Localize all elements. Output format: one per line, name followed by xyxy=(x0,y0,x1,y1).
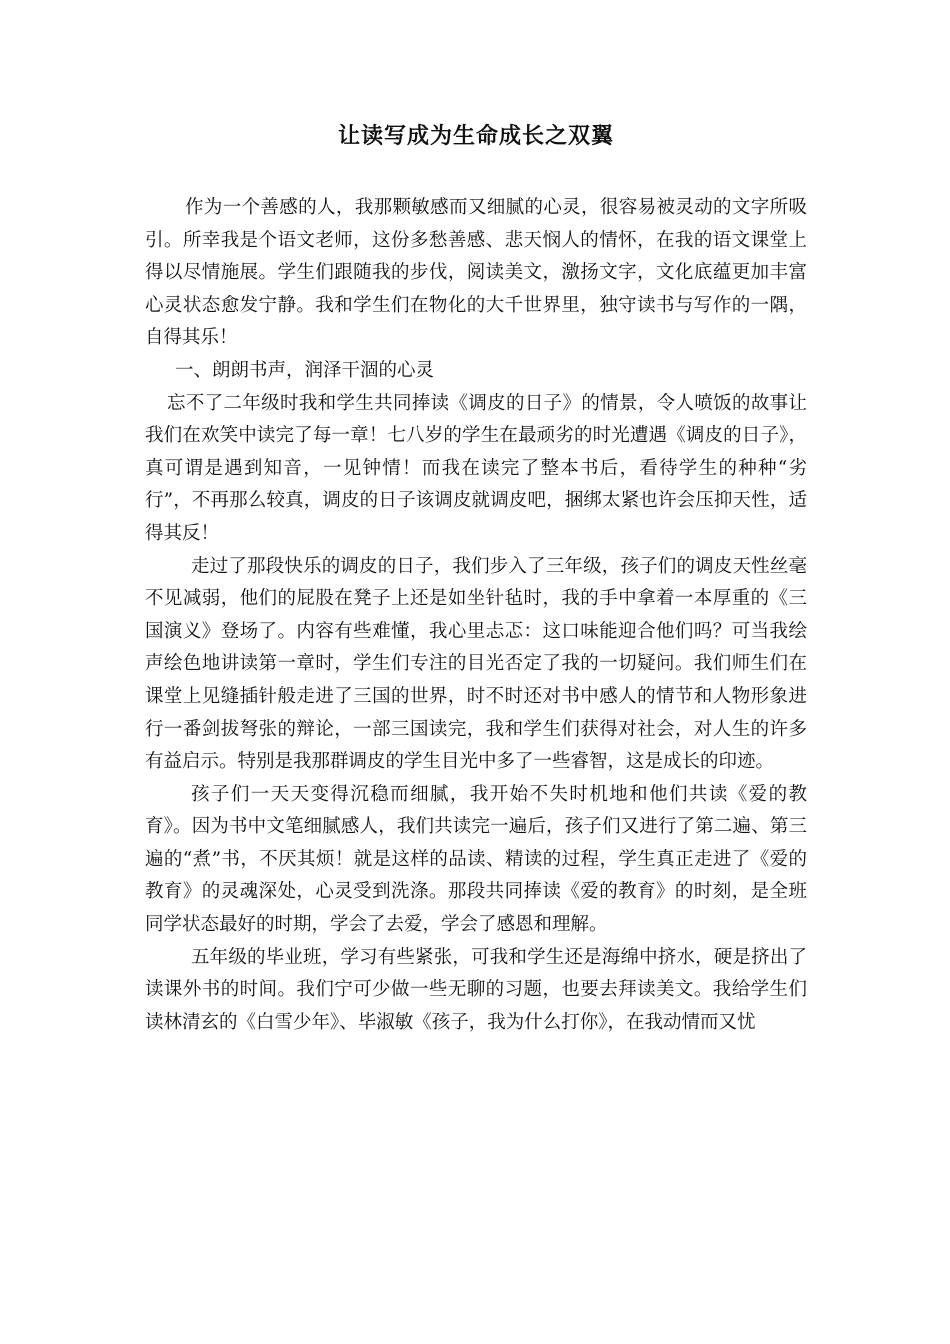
paragraph-love-education: 孩子们一天天变得沉稳而细腻，我开始不失时机地和他们共读《爱的教育》。因为书中文笔细腻感人，我们共读完一遍后，孩子们又进行了第二遍、第三遍的“煮”书，不厌其烦！就是这样的品读、精读的过程，学生真正走进了《爱的教育》的灵魂深处，心灵受到洗涤。那段共同捧读《爱的教育》的时刻，是全班同学状态最好的时期，学会了去爱，学会了感恩和理解。 xyxy=(145,783,807,936)
paragraph-grade-three: 走过了那段快乐的调皮的日子，我们步入了三年级，孩子们的调皮天性丝毫不见减弱，他们的屁股在凳子上还是如坐针毡时，我的手中拿着一本厚重的《三国演义》登场了。内容有些难懂，我心里忐忑：这口味能迎合他们吗？可当我绘声绘色地讲读第一章时，学生们专注的目光否定了我的一切疑问。我们师生们在课堂上见缝插针般走进了三国的世界，时不时还对书中感人的情节和人物形象进行一番剑拔弩张的辩论，一部三国读完，我和学生们获得对社会，对人生的许多有益启示。特别是我那群调皮的学生目光中多了一些睿智，这是成长的印迹。 xyxy=(145,555,807,773)
document-body xyxy=(145,192,807,1039)
paragraph-intro: 作为一个善感的人，我那颗敏感而又细腻的心灵，很容易被灵动的文字所吸引。所幸我是个语文老师，这份多愁善感、悲天悯人的情怀，在我的语文课堂上得以尽情施展。学生们跟随我的步伐，阅读美文，激扬文字，文化底蕴更加丰富心灵状态愈发宁静。我和学生们在物化的大千世界里，独守读书与写作的一隅，自得其乐！ xyxy=(145,197,807,349)
paragraph-grade-five: 五年级的毕业班，学习有些紧张，可我和学生还是海绵中挤水，硬是挤出了读课外书的时间。我们宁可少做一些无聊的习题，也要去拜读美文。我给学生们读林清玄的《白雪少年》、毕淑敏《孩子，我为什么打你》，在我动情而又忧 xyxy=(145,946,807,1033)
paragraph-grade-two: 忘不了二年级时我和学生共同捧读《调皮的日子》的情景，令人喷饭的故事让我们在欢笑中读完了每一章！七八岁的学生在最顽劣的时光遭遇《调皮的日子》，真可谓是遇到知音，一见钟情！而我在读完了整本书后，看待学生的种种“劣行”，不再那么较真，调皮的日子该调皮就调皮吧，捆绑太紧也许会压抑天性，适得其反！ xyxy=(145,392,807,544)
section-heading: 一、朗朗书声，润泽干涸的心灵 xyxy=(175,359,435,381)
document-title: 让读写成为生命成长之双翼 xyxy=(337,123,614,149)
